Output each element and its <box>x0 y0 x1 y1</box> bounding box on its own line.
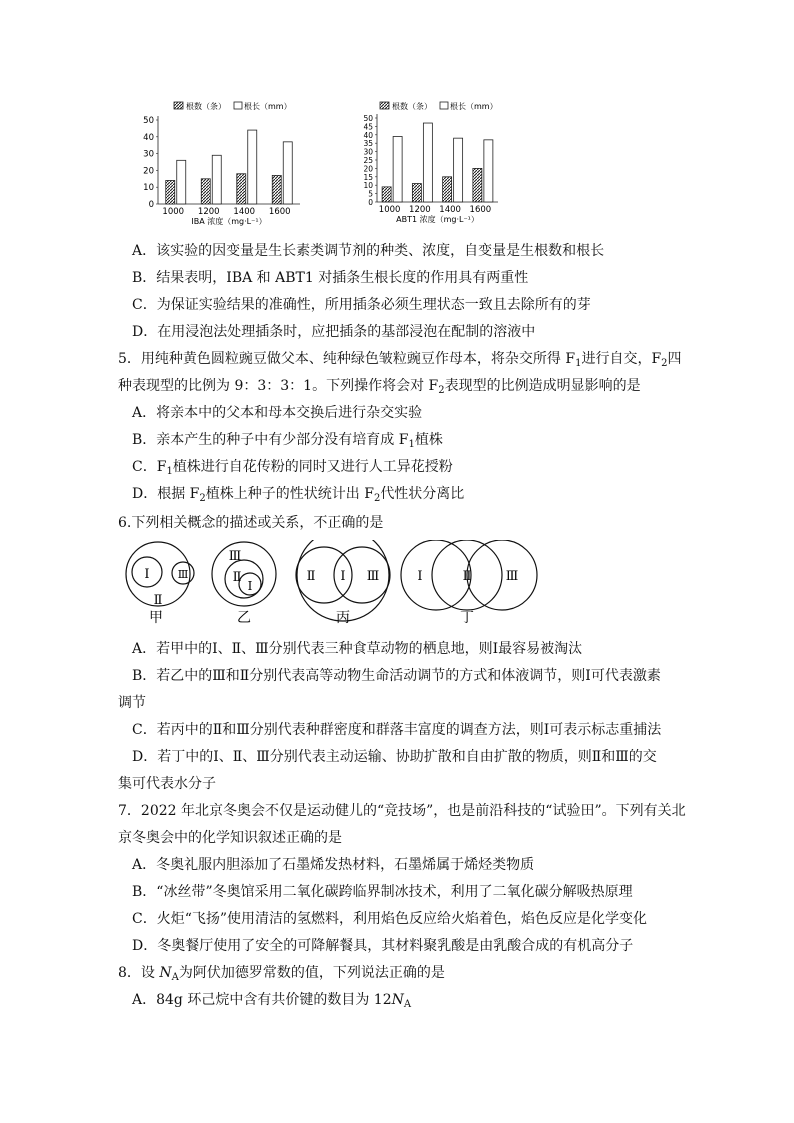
q7-option-a: A．冬奥礼服内胆添加了石墨烯发热材料，石墨烯属于烯烃类物质 <box>132 857 535 873</box>
y-tick-label: 25 <box>363 156 373 165</box>
bar-root-length <box>177 160 186 204</box>
legend-label-root-count: 根数（条） <box>392 102 432 111</box>
bar-root-length <box>423 123 432 202</box>
diagram-label-jia: 甲 <box>149 610 163 626</box>
q4-option-c: C．为保证实验结果的准确性，所用插条必须生理状态一致且去除所有的芽 <box>132 297 591 313</box>
bing-label-2: Ⅱ <box>306 569 316 584</box>
x-tick-label: 1600 <box>268 207 291 217</box>
q7-option-b: B．“冰丝带”冬奥馆采用二氧化碳跨临界制冰技术，利用了二氧化碳分解吸热原理 <box>132 884 633 900</box>
x-tick-label: 1200 <box>409 205 431 215</box>
q4-option-d: D．在用浸泡法处理插条时，应把插条的基部浸泡在配制的溶液中 <box>132 324 536 340</box>
legend-swatch-root-length <box>440 102 448 109</box>
y-tick-label: 40 <box>143 132 154 143</box>
legend-label-root-length: 根长（mm） <box>450 102 498 111</box>
y-tick-label: 50 <box>363 114 373 123</box>
y-tick-label: 0 <box>148 200 154 210</box>
bar-root-length <box>248 130 257 204</box>
y-tick-label: 30 <box>363 147 373 157</box>
legend-label-root-length: 根长（mm） <box>244 102 292 111</box>
bar-root-count <box>272 175 281 204</box>
x-axis-label: IBA 浓度（mg·L⁻¹） <box>191 217 267 226</box>
diagram-yi <box>212 542 276 606</box>
q7-option-d: D．冬奥餐厅使用了安全的可降解餐具，其材料聚乳酸是由乳酸合成的有机高分子 <box>132 938 634 954</box>
ding-label-2: Ⅱ <box>462 569 472 584</box>
q6-stem: 6.下列相关概念的描述或关系，不正确的是 <box>118 515 384 531</box>
diagram-label-yi: 乙 <box>237 610 251 626</box>
bar-root-length <box>484 140 493 202</box>
q8-stem: 8．设 $N_A$为阿伏加德罗常数的值，下列说法正确的是 <box>118 965 445 983</box>
y-tick-label: 30 <box>143 149 154 160</box>
ding-label-1: Ⅰ <box>417 569 423 584</box>
bar-root-count <box>473 168 482 202</box>
abt1-bar-chart <box>360 98 532 230</box>
q6-option-b-line2: 调节 <box>118 695 146 711</box>
q5-option-b: B．亲本产生的种子中有少部分没有培育成 $F_1$植株 <box>132 432 443 450</box>
x-tick-label: 1200 <box>197 207 220 217</box>
y-tick-label: 0 <box>368 198 373 207</box>
y-tick-label: 5 <box>368 189 373 199</box>
bar-root-count <box>412 184 421 202</box>
jia-label-1: Ⅰ <box>144 567 150 582</box>
bar-root-count <box>201 179 210 204</box>
y-tick-label: 35 <box>363 139 373 149</box>
q5-stem-line2: 种表现型的比例为 9：3：3：1。下列操作将会对 $F_2$表现型的比例造成明显影响的是 <box>118 378 641 396</box>
bar-root-length <box>212 155 221 204</box>
ding-label-3: Ⅲ <box>505 569 519 584</box>
q6-option-d-line2: 集可代表水分子 <box>118 776 216 792</box>
x-tick-label: 1400 <box>439 205 461 215</box>
q4-option-b: B．结果表明，IBA 和 ABT1 对插条生根长度的作用具有两重性 <box>132 270 529 286</box>
x-tick-label: 1000 <box>162 207 185 217</box>
diagram-label-bing: 丙 <box>336 610 350 626</box>
bar-root-count <box>443 177 452 202</box>
y-tick-label: 10 <box>363 181 373 191</box>
q6-option-b-line1: B．若乙中的Ⅲ和Ⅱ分别代表高等动物生命活动调节的方式和体液调节，则Ⅰ可代表激素 <box>132 668 661 684</box>
diagram-label-ding: 丁 <box>460 610 474 626</box>
bing-label-1: Ⅰ <box>340 569 346 584</box>
q4-option-a: A．该实验的因变量是生长素类调节剂的种类、浓度，自变量是生根数和根长 <box>132 243 605 259</box>
bing-label-3: Ⅲ <box>366 569 380 584</box>
q5-stem-line1: 5．用纯种黄色圆粒豌豆做父本、纯种绿色皱粒豌豆作母本，将杂交所得 $F_1$进行自交，$F_2$四 <box>118 351 682 369</box>
q7-stem-line2: 京冬奥会中的化学知识叙述正确的是 <box>118 830 342 846</box>
y-tick-label: 20 <box>363 164 373 174</box>
x-axis-label: ABT1 浓度（mg·L⁻¹） <box>396 215 479 224</box>
x-tick-label: 1600 <box>469 205 492 215</box>
legend-swatch-root-count <box>380 102 389 109</box>
legend-label-root-count: 根数（条） <box>186 102 226 111</box>
bar-root-length <box>283 142 292 204</box>
q5-option-d: D．根据 $F_2$植株上种子的性状统计出 $F_2$代性状分离比 <box>132 486 465 504</box>
jia-label-2: Ⅱ <box>153 593 163 608</box>
y-tick-label: 10 <box>143 183 154 194</box>
y-tick-label: 50 <box>143 116 154 126</box>
q6-option-d-line1: D．若丁中的Ⅰ、Ⅱ、Ⅲ分别代表主动运输、协助扩散和自由扩散的物质，则Ⅱ和Ⅲ的交 <box>132 749 657 765</box>
iba-bar-chart <box>140 98 350 230</box>
y-tick-label: 20 <box>143 166 154 177</box>
y-tick-label: 15 <box>363 172 373 182</box>
bar-root-length <box>454 138 463 202</box>
bar-root-length <box>393 136 402 202</box>
q7-option-c: C．火炬“飞扬”使用清洁的氢燃料，利用焰色反应给火焰着色，焰色反应是化学变化 <box>132 911 648 927</box>
legend-swatch-root-length <box>234 102 242 109</box>
q5-option-a: A．将亲本中的父本和母本交换后进行杂交实验 <box>132 405 423 421</box>
yi-label-1: Ⅰ <box>247 579 253 593</box>
bar-root-count <box>237 174 246 204</box>
yi-label-2: Ⅱ <box>232 570 242 585</box>
jia-label-3: Ⅲ <box>177 568 189 581</box>
bar-root-count <box>166 180 175 204</box>
x-tick-label: 1400 <box>233 207 256 217</box>
y-tick-label: 40 <box>363 130 373 140</box>
q6-option-c: C．若丙中的Ⅱ和Ⅲ分别代表种群密度和群落丰富度的调查方法，则Ⅰ可表示标志重捕法 <box>132 722 662 738</box>
x-tick-label: 1000 <box>378 205 401 215</box>
q5-option-c: C．$F_1$植株进行自花传粉的同时又进行人工异花授粉 <box>132 459 453 477</box>
bar-root-count <box>382 187 391 202</box>
yi-label-3: Ⅲ <box>228 549 242 564</box>
q8-option-a: A．84g 环己烷中含有共价键的数目为 $12N_A$ <box>132 992 412 1010</box>
y-tick-label: 45 <box>363 122 373 132</box>
q7-stem-line1: 7．2022 年北京冬奥会不仅是运动健儿的“竞技场”，也是前沿科技的“试验田”。下列有关北 <box>118 803 686 819</box>
legend-swatch-root-count <box>174 102 183 109</box>
venn-diagrams <box>118 540 538 632</box>
q6-option-a: A．若甲中的Ⅰ、Ⅱ、Ⅲ分别代表三种食草动物的栖息地，则Ⅰ最容易被淘汰 <box>132 641 583 657</box>
